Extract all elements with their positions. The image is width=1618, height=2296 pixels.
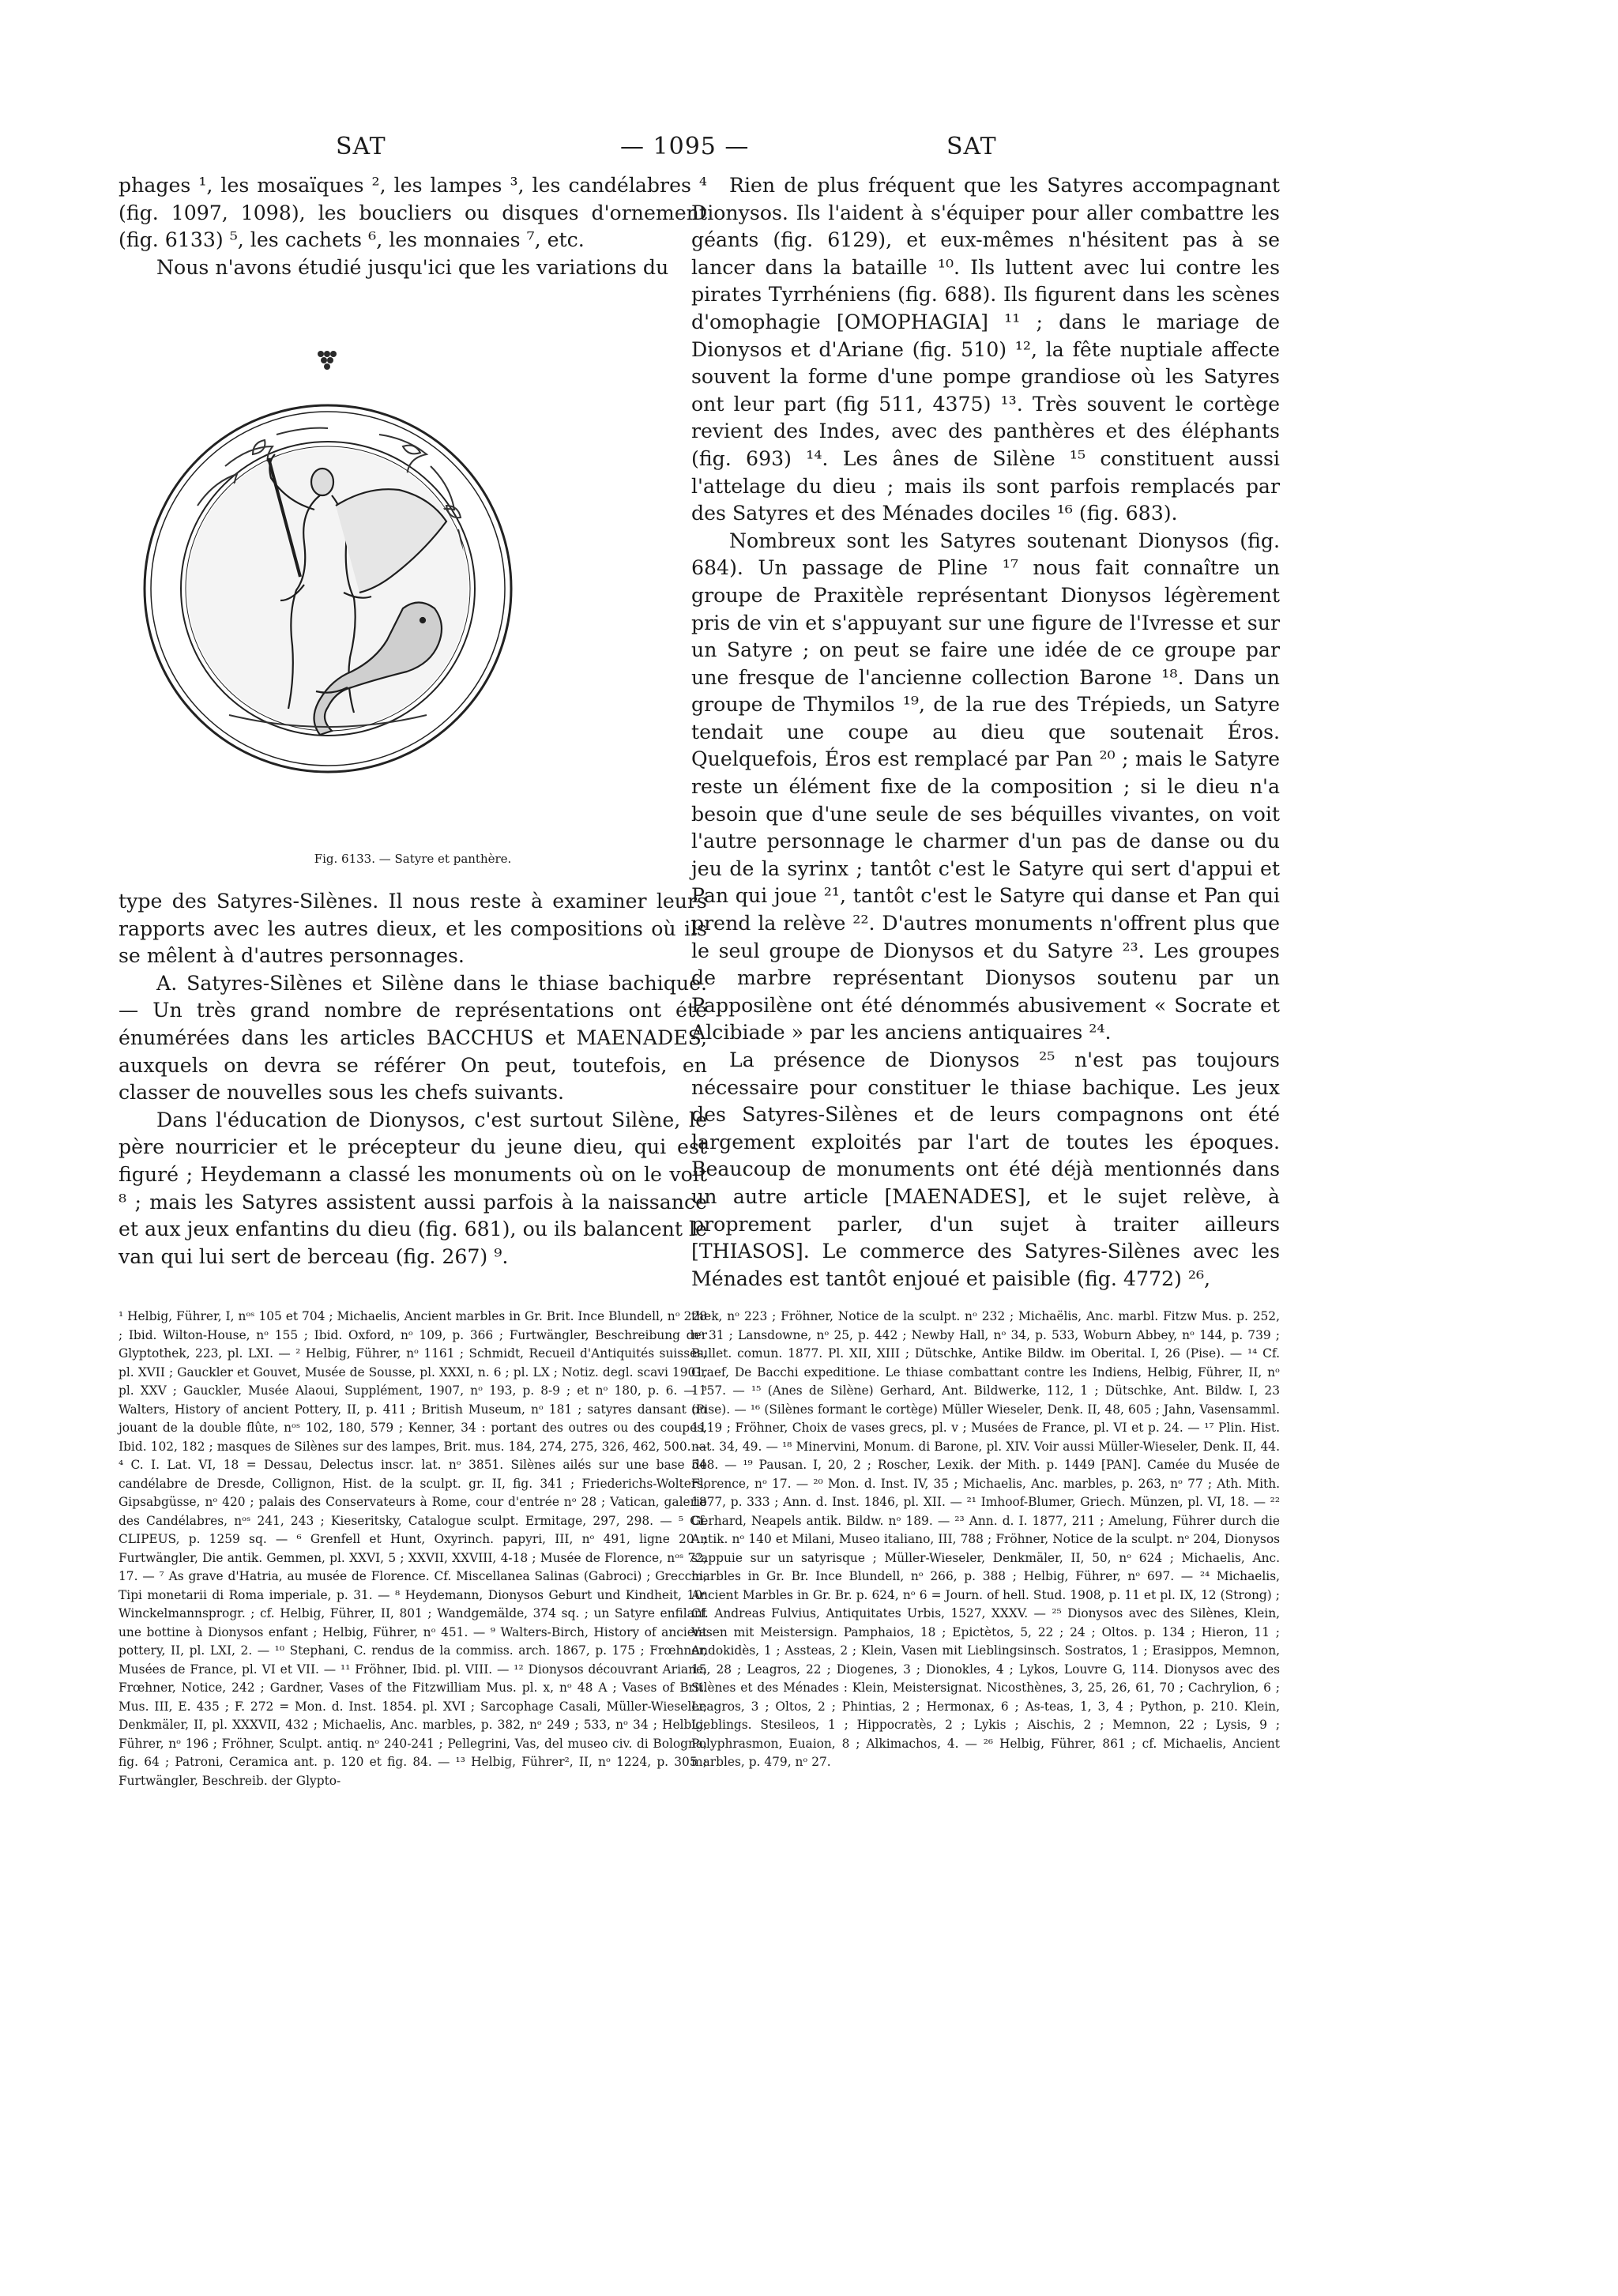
footnotes-text: thek, nᵒ 223 ; Fröhner, Notice de la sculpt. nᵒ 232 ; Michaëlis, Anc. marbl. Fitzw Mus. p. 252, nᵒ 31 ; Lansdowne, nᵒ 25, p. 442 ; Newby Hall, nᵒ 34, p. 533, Woburn Abbey, nᵒ 144, p. 739 ; Bullet. comun. 1877. Pl. XII, XIII ; Dütschke, Antike Bildw. im Oberital. I, 26 (Pise). — ¹⁴ Cf. Graef, De Bacchi expeditione. Le thiase combattant contre les Indiens, Helbig, Führer, II, nᵒ 1157. — ¹⁵ (Anes de Silène) Gerhard, Ant. Bildwerke, 112, 1 ; Dütschke, Ant. Bildw. I, 23 (Pise). — ¹⁶ (Silènes formant le cortège) Müller Wieseler, Denk. II, 48, 605 ; Jahn, Vasensamml. 1119 ; Fröhner, Choix de vases grecs, pl. v ; Musées de France, pl. VI et p. 24. — ¹⁷ Plin. Hist. nat. 34, 49. — ¹⁸ Minervini, Monum. di Barone, pl. XIV. Voir aussi Müller-Wieseler, Denk. II, 44. 548. — ¹⁹ Pausan. I, 20, 2 ; Roscher, Lexik. der Mith. p. 1449 [PAN]. Camée du Musée de Florence, nᵒ 17. — ²⁰ Mon. d. Inst. IV, 35 ; Michaelis, Anc. marbles, p. 263, nᵒ 77 ; Ath. Mith. 1877, p. 333 ; Ann. d. Inst. 1846, pl. XII. — ²¹ Imhoof-Blumer, Griech. Münzen, pl. VI, 18. — ²² Gerhard, Neapels antik. Bildw. nᵒ 189. — ²³ Ann. d. I. 1877, 211 ; Amelung, Führer durch die Antik. nᵒ 140 et Milani, Museo italiano, III, 788 ; Fröhner, Notice de la sculpt. nᵒ 204, Dionysos s'appuie sur un satyrisque ; Müller-Wieseler, Denkmäler, II, 50, nᵒ 624 ; Michaelis, Anc. marbles in Gr. Br. Ince Blundell, nᵒ 266, p. 388 ; Helbig, Führer, nᵒ 697. — ²⁴ Michaelis, Ancient Marbles in Gr. Br. p. 624, nᵒ 6 = Journ. of hell. Stud. 1908, p. 11 et pl. IX, 12 (Strong) ; Cf. Andreas Fulvius, Antiquitates Urbis, 1527, XXXV. — ²⁵ Dionysos avec des Silènes, Klein, Vasen mit Meistersign. Pamphaios, 18 ; Epictètos, 5, 22 ; 24 ; Oltos. p. 134 ; Hieron, 11 ; Andokidès, 1 ; Assteas, 2 ; Klein, Vasen mit Lieblingsinsch. Sostratos, 1 ; Erasippos, Memnon, 15, 28 ; Leagros, 22 ; Diogenes, 3 ; Dionokles, 4 ; Lykos, Louvre G, 114. Dionysos avec des Silènes et des Ménades : Klein, Meistersignat. Nicosthènes, 3, 25, 26, 61, 70 ; Cachrylion, 6 ; Leagros, 3 ; Oltos, 2 ; Phintias, 2 ; Hermonax, 6 ; As-teas, 1, 3, 4 ; Python, p. 210. Klein, Lieblings. Stesileos, 1 ; Hippocratès, 2 ; Lykis ; Aischis, 2 ; Memnon, 22 ; Lysis, 9 ; Polyphrasmon, Euaion, 8 ; Alkimachos, 4. — ²⁶ Helbig, Führer, 861 ; cf. Michaelis, Ancient marbles, p. 479, nᵒ 27. <box>691 1309 1280 1769</box>
left-column-top <box>119 172 707 281</box>
paragraph: phages ¹, les mosaïques ², les lampes ³, les candélabres ⁴ (fig. 1097, 1098), les boucliers ou disques d'ornement (fig. 6133) ⁵, les cachets ⁶, les monnaies ⁷, etc. <box>119 174 707 252</box>
paragraph: Nombreux sont les Satyres soutenant Dionysos (fig. 684). Un passage de Pline ¹⁷ nous fait connaître un groupe de Praxitèle représentant Dionysos légèrement pris de vin et s'appuyant sur une figure de l'Ivresse et sur un Satyre ; on peut se faire une idée de ce groupe par une fresque de l'ancienne collection Barone ¹⁸. Dans un groupe de Thymilos ¹⁹, de la rue des Trépieds, un Satyre tendait une coupe au dieu que soutenait Éros. Quelquefois, Éros est remplacé par Pan ²⁰ ; mais le Satyre reste un élément fixe de la composition ; si le dieu n'a besoin que d'une seule de ses béquilles vivantes, on voit l'autre personnage le charmer d'un pas de danse ou du jeu de la syrinx ; tantôt c'est le Satyre qui sert d'appui et Pan qui joue ²¹, tantôt c'est le Satyre qui danse et Pan qui prend la relève ²². D'autres monuments n'offrent plus que le seul groupe de Dionysos et du Satyre ²³. Les groupes de marbre représentant Dionysos soutenu par un Papposilène ont été dénommés abusivement « Socrate et Alcibiade » par les anciens antiquaires ²⁴. <box>691 529 1280 1044</box>
paragraph: La présence de Dionysos ²⁵ n'est pas toujours nécessaire pour constituer le thiase bachique. Les jeux des Satyres-Silènes et de leurs compagnons ont été largement exploités par l'art de toutes les époques. Beaucoup de monuments ont été déjà mentionnés dans un autre article [MAENADES], et le sujet relève, à proprement parler, d'un sujet à traiter ailleurs [THIASOS]. Le commerce des Satyres-Silènes avec les Ménades est tantôt enjoué et paisible (fig. 4772) ²⁶, <box>691 1048 1280 1290</box>
left-footnotes <box>119 1308 707 1790</box>
paragraph: Dans l'éducation de Dionysos, c'est surtout Silène, le père nourricier et le précepteur du jeune dieu, qui est figuré ; Heydemann a classé les monuments où on le voit ⁸ ; mais les Satyres assistent aussi parfois à la naissance et aux jeux enfantins du dieu (fig. 681), ou ils balancent le van qui lui sert de berceau (fig. 267) ⁹. <box>119 1108 707 1268</box>
figure-caption: Fig. 6133. — Satyre et panthère. <box>314 852 512 866</box>
paragraph: type des Satyres-Silènes. Il nous reste à examiner leurs rapports avec les autres dieux, et les compositions où ils se mêlent à d'autres personnages. <box>119 890 707 968</box>
right-column <box>691 172 1280 1293</box>
page-number: — 1095 — <box>620 133 750 160</box>
satyr-panther-roundel-icon <box>142 348 514 818</box>
paragraph: A. Satyres-Silènes et Silène dans le thiase bachique. — Un très grand nombre de représentations ont été énumérées dans les articles BACCHUS et MAENADES, auxquels on devra se référer On peut, toutefois, en classer de nouvelles sous les chefs suivants. <box>119 971 707 1105</box>
paragraph: Nous n'avons étudié jusqu'ici que les variations du <box>156 255 669 279</box>
footnotes-text: ¹ Helbig, Führer, I, nᵒˢ 105 et 704 ; Michaelis, Ancient marbles in Gr. Brit. Ince Blundell, nᵒ 228 ; Ibid. Wilton-House, nᵒ 155 ; Ibid. Oxford, nᵒ 109, p. 366 ; Furtwängler, Beschreibung der Glyptothek, 223, pl. LXI. — ² Helbig, Führer, nᵒ 1161 ; Schmidt, Recueil d'Antiquités suisses, pl. XVII ; Gauckler et Gouvet, Musée de Sousse, pl. XXXI, n. 6 ; pl. LX ; Notiz. degl. scavi 1901, pl. XXV ; Gauckler, Musée Alaoui, Supplément, 1907, nᵒ 193, p. 8-9 ; et nᵒ 180, p. 6. — ³ Walters, History of ancient Pottery, II, p. 411 ; British Museum, nᵒ 181 ; satyres dansant ou jouant de la double flûte, nᵒˢ 102, 180, 579 ; Kenner, 34 : portant des outres ou des coupes, Ibid. 102, 182 ; masques de Silènes sur des lampes, Brit. mus. 184, 274, 275, 326, 462, 500. — ⁴ C. I. Lat. VI, 18 = Dessau, Delectus inscr. lat. nᵒ 3851. Silènes ailés sur une base de candélabre de Dresde, Collignon, Hist. de la sculpt. gr. II, fig. 341 ; Friederichs-Wolters, Gipsabgüsse, nᵒ 420 ; palais des Conservateurs à Rome, cour d'entrée nᵒ 28 ; Vatican, galerie des Candélabres, nᵒˢ 241, 243 ; Kieseritsky, Catalogue sculpt. Ermitage, 297, 298. — ⁵ Cf. CLIPEUS, p. 1259 sq. — ⁶ Grenfell et Hunt, Oxyrinch. papyri, III, nᵒ 491, ligne 20 ; Furtwängler, Die antik. Gemmen, pl. XXVI, 5 ; XXVII, XXVIII, 4-18 ; Musée de Florence, nᵒˢ 72, 17. — ⁷ As grave d'Hatria, au musée de Florence. Cf. Miscellanea Salinas (Gabroci) ; Grecchi, Tipi monetarii di Roma imperiale, p. 31. — ⁸ Heydemann, Dionysos Geburt und Kindheit, 10ᵉ Winckelmannsprogr. ; cf. Helbig, Führer, II, 801 ; Wandgemälde, 374 sq. ; un Satyre enfilant une bottine à Dionysos enfant ; Helbig, Führer, nᵒ 451. — ⁹ Walters-Birch, History of ancient pottery, II, pl. LXI, 2. — ¹⁰ Stephani, C. rendus de la commiss. arch. 1867, p. 175 ; Frœhner, Musées de France, pl. VI et VII. — ¹¹ Fröhner, Ibid. pl. VIII. — ¹² Dionysos découvrant Ariane, Frœhner, Notice, 242 ; Gardner, Vases of the Fitzwilliam Mus. pl. x, nᵒ 48 A ; Vases of Brit. Mus. III, E. 435 ; F. 272 = Mon. d. Inst. 1854. pl. XVI ; Sarcophage Casali, Müller-Wieseler, Denkmäler, II, pl. XXXVII, 432 ; Michaelis, Anc. marbles, p. 382, nᵒ 249 ; 533, nᵒ 34 ; Helbig, Führer, nᵒ 196 ; Fröhner, Sculpt. antiq. nᵒ 240-241 ; Pellegrini, Vas, del museo civ. di Bologna, fig. 64 ; Patroni, Ceramica ant. p. 120 et fig. 84. — ¹³ Helbig, Führer², II, nᵒ 1224, p. 305 ; Furtwängler, Beschreib. der Glypto- <box>119 1309 707 1788</box>
paragraph: Rien de plus fréquent que les Satyres accompagnant Dionysos. Ils l'aident à s'équiper pour aller combattre les géants (fig. 6129), et eux-mêmes n'hésitent pas à se lancer dans la bataille ¹⁰. Ils luttent avec lui contre les pirates Tyrrhéniens (fig. 688). Ils figurent dans les scènes d'omophagie [OMOPHAGIA] ¹¹ ; dans le mariage de Dionysos et d'Ariane (fig. 510) ¹², la fête nuptiale affecte souvent la forme d'une pompe grandiose où les Satyres ont leur part (fig 511, 4375) ¹³. Très souvent le cortège revient des Indes, avec des panthères et des éléphants (fig. 693) ¹⁴. Les ânes de Silène ¹⁵ constituent aussi l'attelage du dieu ; mais ils sont parfois remplacés par des Satyres et des Ménades dociles ¹⁶ (fig. 683). <box>691 174 1280 525</box>
running-head-left: SAT <box>336 133 386 160</box>
right-footnotes <box>691 1308 1280 1772</box>
running-head-right: SAT <box>946 133 997 160</box>
figure-satyr-panther <box>142 348 514 818</box>
grape-cluster-icon <box>318 351 337 370</box>
left-column-bottom <box>119 888 707 1270</box>
